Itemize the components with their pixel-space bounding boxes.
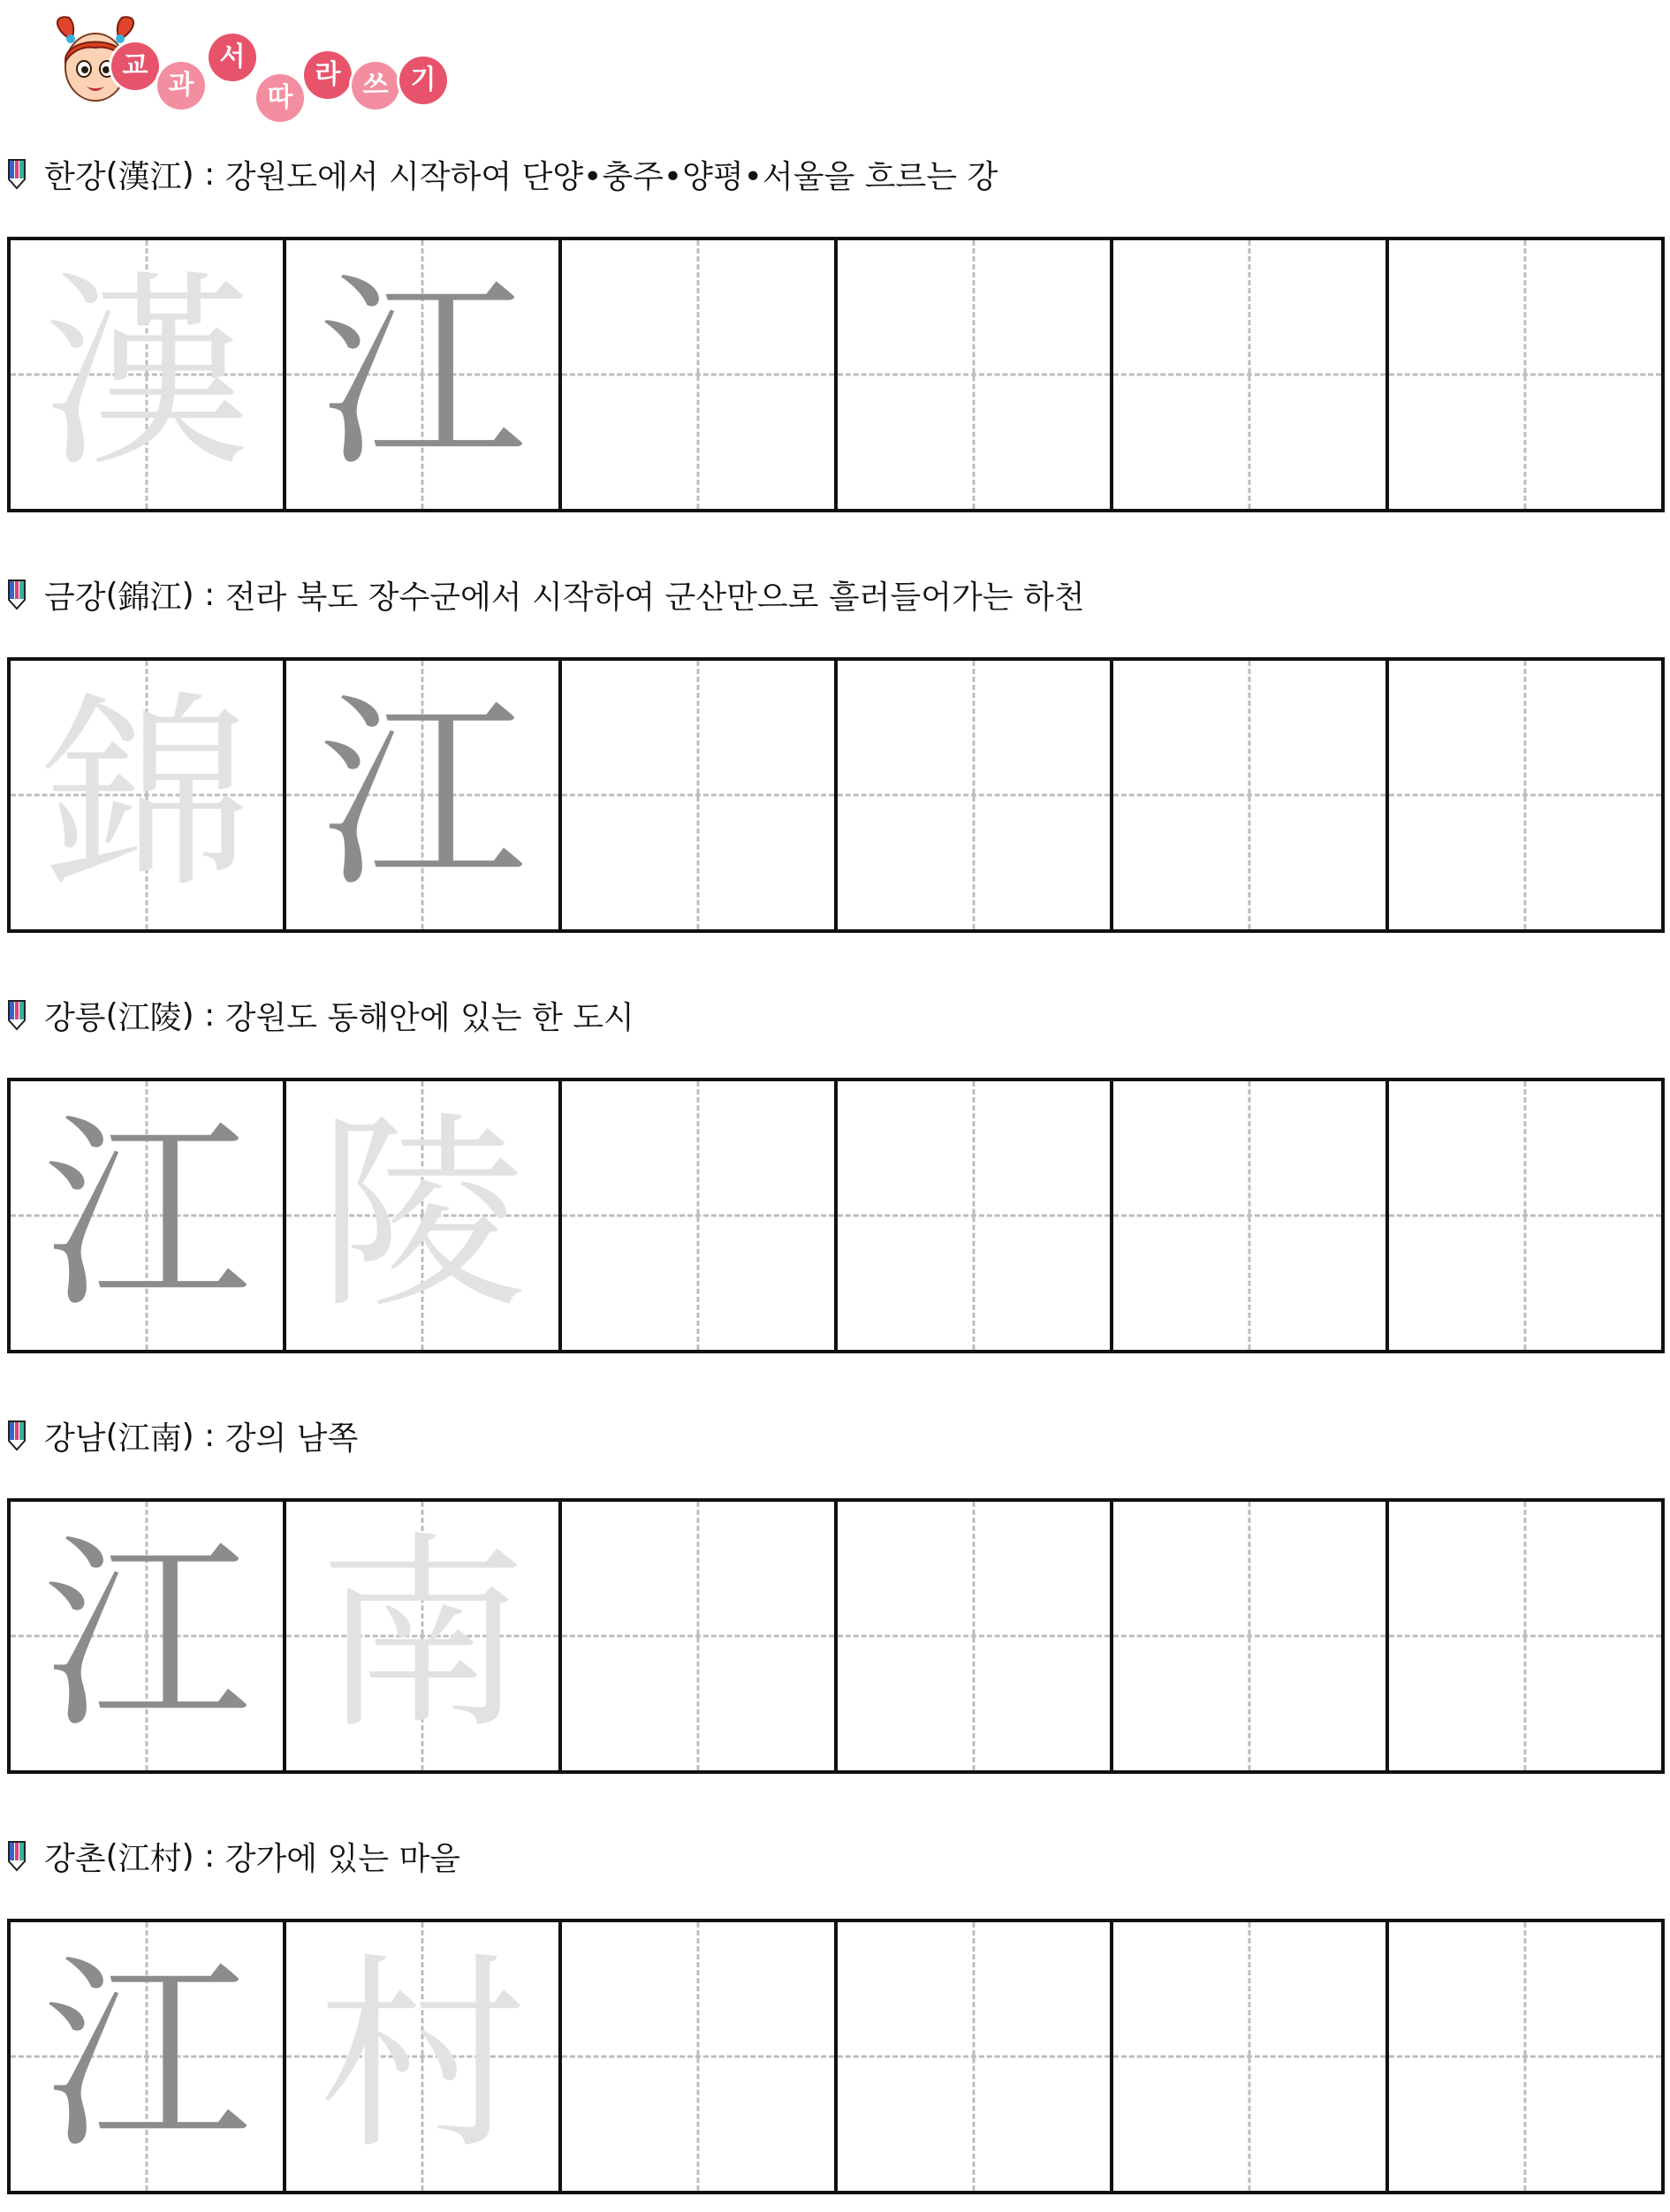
pen-icon (7, 579, 27, 610)
blank-cell[interactable] (1113, 661, 1389, 929)
textbook-writing-logo (25, 0, 484, 124)
entry-hanja: 江陵 (118, 999, 182, 1036)
trace-cell-2[interactable] (286, 1922, 562, 2191)
trace-cell-1[interactable] (11, 1922, 286, 2191)
pen-icon (7, 999, 27, 1031)
trace-cell-2[interactable] (286, 240, 562, 509)
trace-character: 江 (42, 1514, 251, 1757)
blank-cell[interactable] (562, 240, 838, 509)
entry-title: 강촌 ( 江村 ) : 강가에 있는 마을 (7, 1834, 460, 1878)
entry-hanja: 錦江 (118, 579, 182, 616)
entry-word: 한강 (44, 158, 106, 195)
trace-character: 江 (42, 1094, 251, 1337)
blank-cell[interactable] (1389, 240, 1661, 509)
trace-character: 江 (42, 1935, 251, 2178)
trace-character: 錦 (42, 673, 251, 916)
blank-cell[interactable] (838, 1081, 1113, 1350)
blank-cell[interactable] (562, 1502, 838, 1770)
blank-cell[interactable] (1389, 1922, 1661, 2191)
pen-icon (7, 1420, 27, 1451)
trace-character: 江 (317, 673, 527, 916)
blank-cell[interactable] (838, 1922, 1113, 2191)
blank-cell[interactable] (1389, 661, 1661, 929)
logo-syllable-5: 라 (304, 51, 352, 99)
trace-cell-2[interactable] (286, 1502, 562, 1770)
practice-grid (7, 237, 1665, 512)
entry-hanja: 江南 (118, 1420, 182, 1457)
trace-character: 南 (317, 1514, 527, 1757)
entry-definition: 강원도 동해안에 있는 한 도시 (224, 999, 634, 1036)
entry-hanja: 漢江 (118, 158, 182, 195)
pen-icon (7, 158, 27, 190)
logo-syllable-4: 따 (256, 74, 304, 122)
blank-cell[interactable] (1389, 1081, 1661, 1350)
practice-grid (7, 1078, 1665, 1353)
blank-cell[interactable] (1113, 240, 1389, 509)
trace-character: 村 (317, 1935, 527, 2178)
trace-cell-1[interactable] (11, 1502, 286, 1770)
blank-cell[interactable] (1113, 1081, 1389, 1350)
entry-word: 금강 (44, 579, 106, 616)
logo-syllable-3: 서 (209, 34, 256, 81)
logo-syllable-1: 교 (111, 42, 159, 90)
blank-cell[interactable] (1389, 1502, 1661, 1770)
entry-definition: 전라 북도 장수군에서 시작하여 군산만으로 흘러들어가는 하천 (224, 579, 1085, 616)
entry-definition: 강가에 있는 마을 (224, 1840, 461, 1877)
entry-title: 금강 ( 錦江 ) : 전라 북도 장수군에서 시작하여 군산만으로 흘러들어가는 하천 (7, 572, 1085, 617)
entry-title: 강릉 ( 江陵 ) : 강원도 동해안에 있는 한 도시 (7, 993, 634, 1037)
trace-cell-1[interactable] (11, 240, 286, 509)
trace-cell-1[interactable] (11, 1081, 286, 1350)
logo-syllable-7: 기 (399, 57, 447, 104)
trace-character: 陵 (317, 1094, 527, 1337)
blank-cell[interactable] (838, 1502, 1113, 1770)
entry-title: 강남 ( 江南 ) : 강의 남쪽 (7, 1413, 358, 1458)
logo-syllable-2: 과 (157, 62, 205, 110)
entry-hanja: 江村 (118, 1840, 182, 1877)
entry-word: 강촌 (44, 1840, 106, 1877)
blank-cell[interactable] (838, 240, 1113, 509)
blank-cell[interactable] (562, 1922, 838, 2191)
logo-syllable-6: 쓰 (352, 62, 399, 110)
trace-character: 江 (317, 253, 527, 496)
entry-title: 한강 ( 漢江 ) : 강원도에서 시작하여 단양•충주•양평•서울을 흐르는 강 (7, 152, 998, 196)
trace-cell-1[interactable] (11, 661, 286, 929)
blank-cell[interactable] (838, 661, 1113, 929)
entry-definition: 강의 남쪽 (224, 1420, 359, 1457)
pen-icon (7, 1840, 27, 1872)
blank-cell[interactable] (1113, 1922, 1389, 2191)
trace-cell-2[interactable] (286, 1081, 562, 1350)
practice-grid (7, 657, 1665, 933)
trace-cell-2[interactable] (286, 661, 562, 929)
trace-character: 漢 (42, 253, 251, 496)
practice-grid (7, 1498, 1665, 1774)
blank-cell[interactable] (562, 661, 838, 929)
entry-word: 강릉 (44, 999, 106, 1036)
entry-definition: 강원도에서 시작하여 단양•충주•양평•서울을 흐르는 강 (224, 158, 998, 195)
blank-cell[interactable] (562, 1081, 838, 1350)
blank-cell[interactable] (1113, 1502, 1389, 1770)
practice-grid (7, 1919, 1665, 2194)
entry-word: 강남 (44, 1420, 106, 1457)
